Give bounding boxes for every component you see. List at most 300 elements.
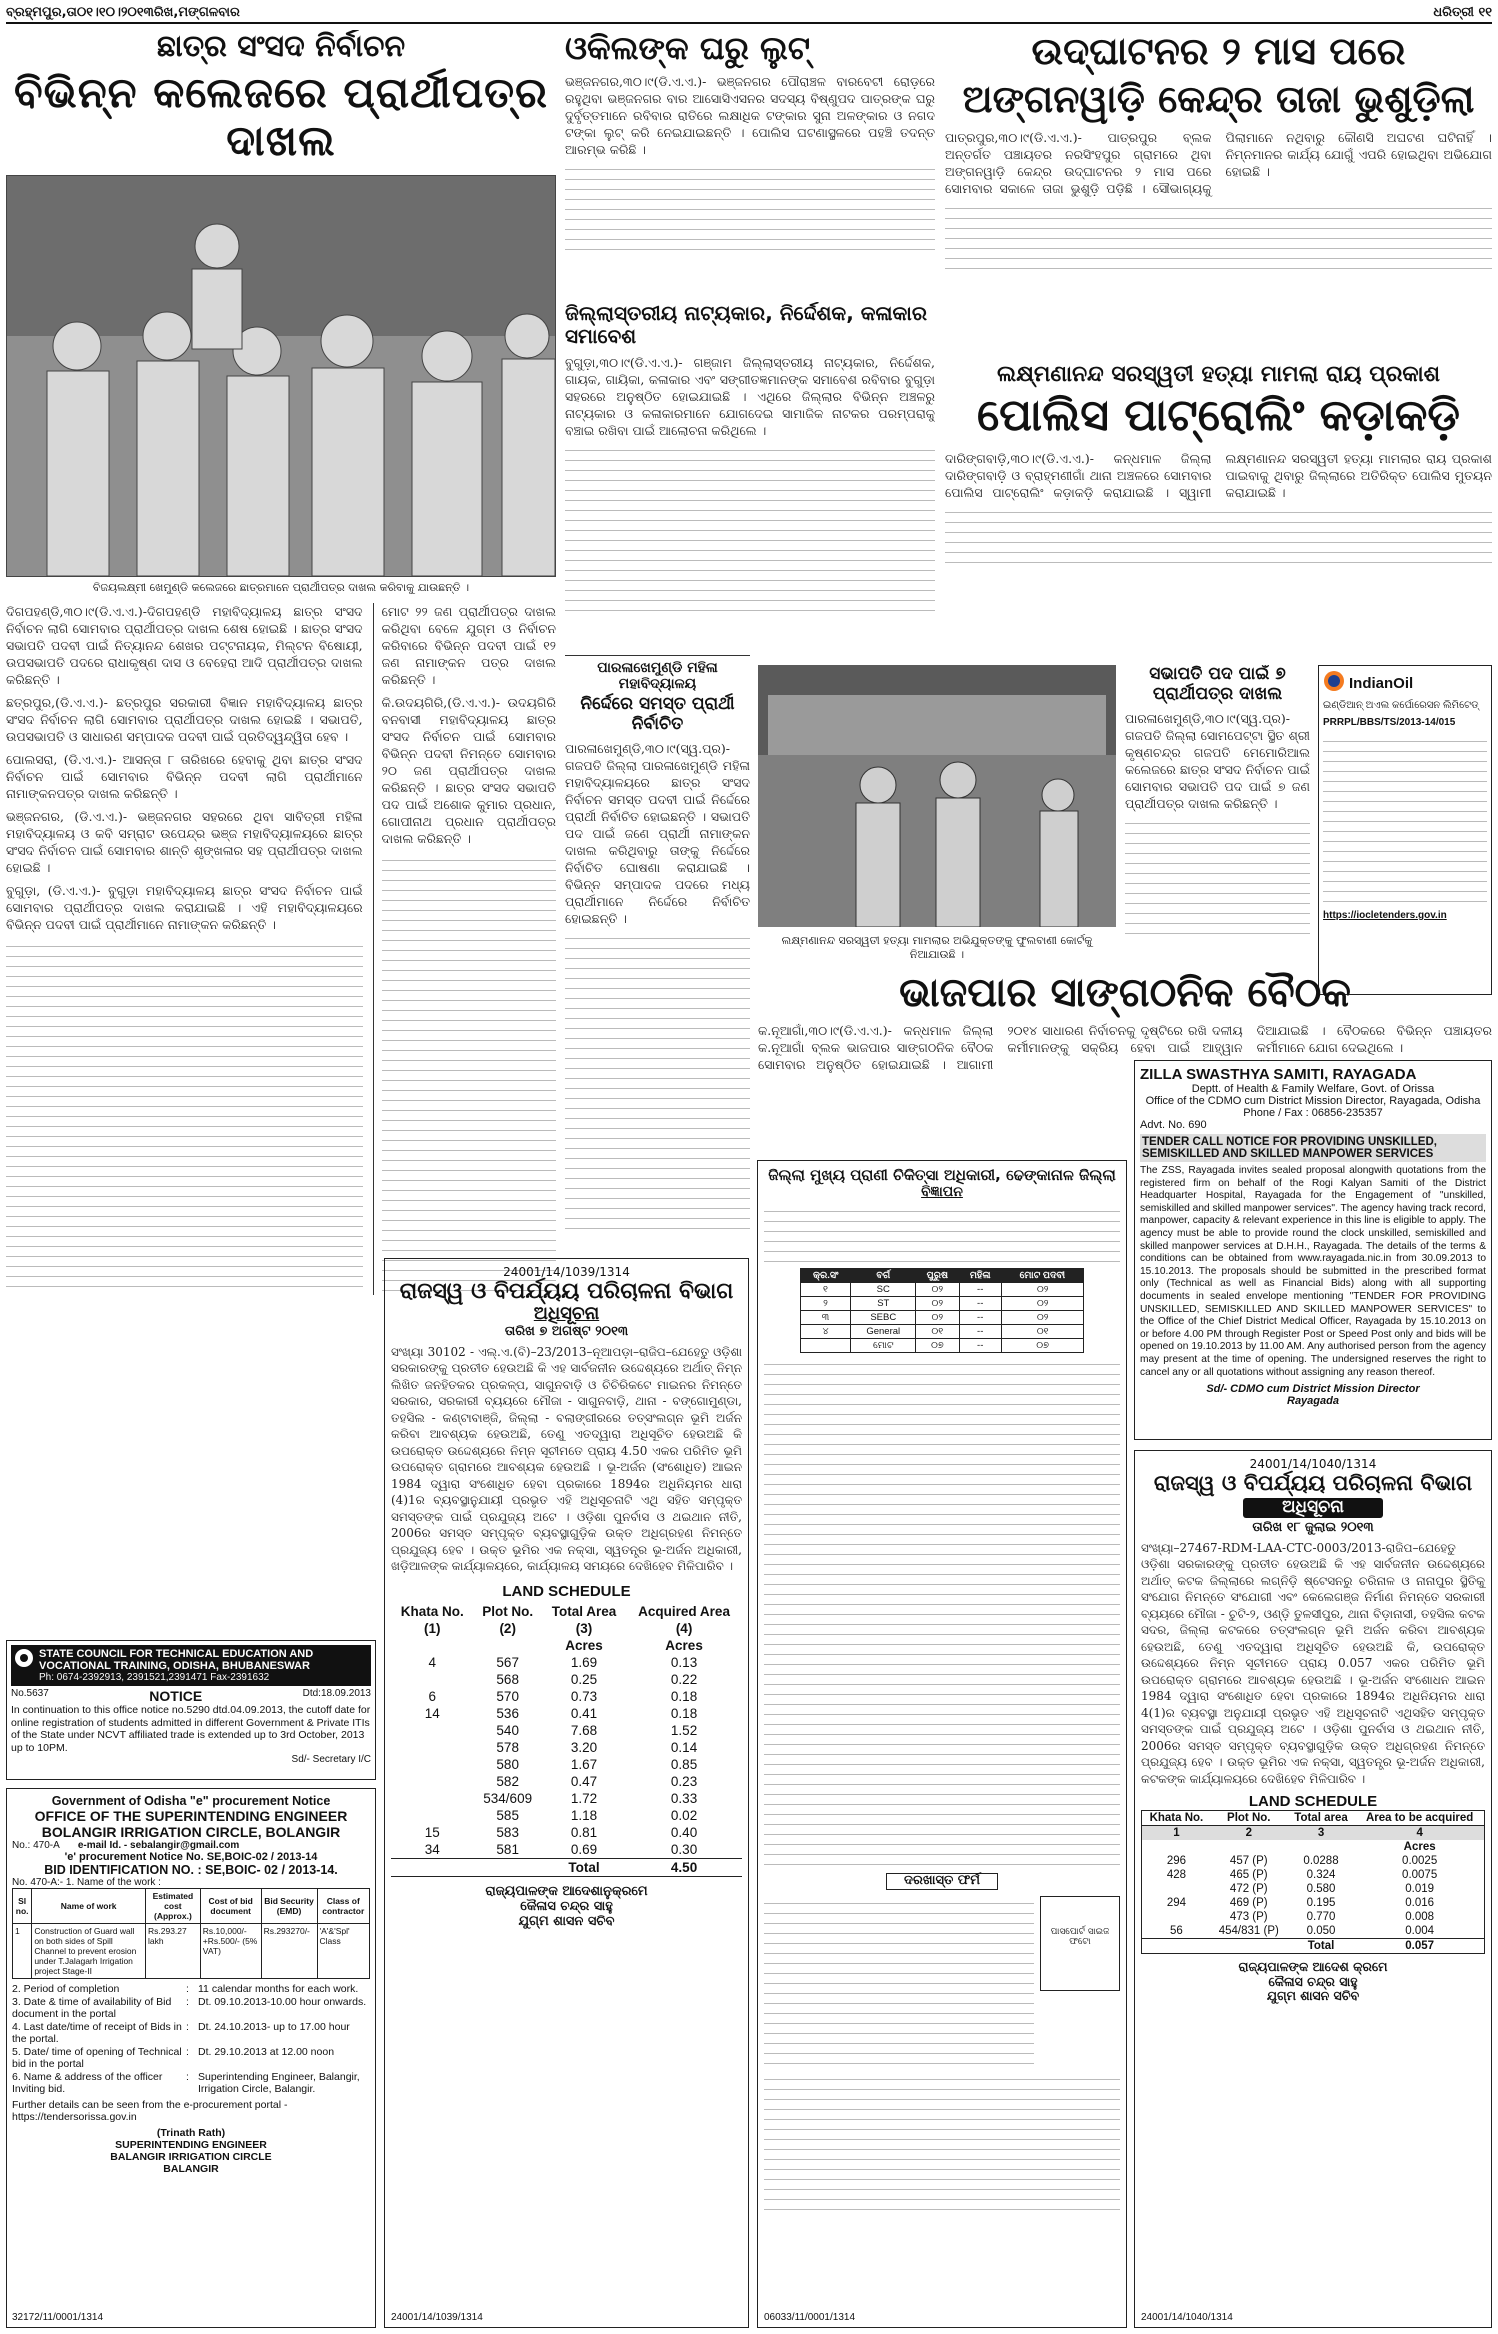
rev1-cell: 7.68 bbox=[570, 1723, 598, 1739]
rev2-total-value: 0.057 bbox=[1405, 1940, 1435, 1953]
bolangir-table-cell: 'A'&'Spl' Class bbox=[317, 1924, 370, 1979]
sctevt-no: No.5637 bbox=[11, 1688, 49, 1699]
rev2-col-header: Plot No. bbox=[1227, 1812, 1271, 1825]
bolangir-table-header: Class of contractor bbox=[317, 1889, 370, 1924]
indianoil-tender-ad bbox=[1318, 665, 1492, 995]
bolangir-item-label: 5. Date/ time of opening of Technical bid in the portal bbox=[12, 2045, 182, 2070]
story1-p1: ଦିଗପହଣ୍ଡି,୩୦।୯(ଡି.ଏ.ଏ.)-ଦିଗପହଣ୍ଡି ମହାବିଦ୍ୟାଳୟ ଛାତ୍ର ସଂସଦ ନିର୍ବାଚନ ଲାଗି ସୋମବାର ପ୍ରାର୍ଥୀପତ୍ର ଦାଖଲ ଶେଷ ହୋଇଛି । ଛାତ୍ର ସଂସଦ ସଭାପତି ପଦବୀ ପାଇଁ ନିତ୍ୟାନନ୍ଦ ଶେଖର ପଟ୍ଟନାୟକ, ମିଲ୍ଟନ ବିଷୋୟୀ, ଉପସଭାପତି ପଦରେ ରାଧାକୃଷ୍ଣ ଦାସ ଓ ବେହେରା ଆଦି ପ୍ରାର୍ଥୀପତ୍ର ଦାଖଲ କରିଛନ୍ତି । bbox=[6, 604, 363, 688]
rev2-cell: 0.580 bbox=[1306, 1883, 1336, 1896]
rev2-col-header: Area to be acquired bbox=[1365, 1812, 1474, 1825]
vet-table-cell: -- bbox=[959, 1297, 1001, 1311]
sctevt-notice-label: NOTICE bbox=[149, 1688, 203, 1704]
rev1-col-header: Khata No. bbox=[400, 1604, 464, 1620]
rev2-table-row bbox=[1142, 1868, 1485, 1882]
rev1-cell bbox=[391, 1722, 473, 1739]
rev1-cell: 580 bbox=[496, 1757, 519, 1773]
rev1-cell: 568 bbox=[496, 1672, 519, 1688]
vet-form-title: ଦରଖାସ୍ତ ଫର୍ମ bbox=[886, 1873, 998, 1890]
indianoil-sub: ଇଣ୍ଡିଆନ୍ ଅଏଲ କର୍ପୋରେସନ ଲିମିଟେଡ୍ bbox=[1323, 700, 1479, 711]
rev1-col-number: (2) bbox=[499, 1621, 516, 1637]
rev1-cell: 1.18 bbox=[570, 1808, 598, 1824]
rev2-cell: 0.050 bbox=[1306, 1925, 1336, 1938]
zss-phone: Phone / Fax : 06856-235357 bbox=[1243, 1107, 1383, 1119]
story1-p5: ବୁଗୁଡ଼ା, (ଡି.ଏ.ଏ.)- ବୁଗୁଡ଼ା ମହାବିଦ୍ୟାଳୟ ଛାତ୍ର ସଂସଦ ନିର୍ବାଚନ ପାଇଁ ସୋମବାର ପ୍ରାର୍ଥୀପତ୍ର ଦାଖଲ କରାଯାଇଛି । ଏହି ମହାବିଦ୍ୟାଳୟରେ ବିଭିନ୍ନ ପଦବୀ ପାଇଁ ପ୍ରାର୍ଥୀମାନେ ନାମାଙ୍କନ କରିଛନ୍ତି । bbox=[6, 883, 363, 933]
story2-headline: ଓକିଲଙ୍କ ଘରୁ ଲୁଟ୍ bbox=[565, 30, 811, 67]
bolangir-item bbox=[12, 1996, 370, 2021]
veterinary-officer-advertisement bbox=[757, 1160, 1127, 2328]
story3-headline: ଜିଲ୍ଲାସ୍ତରୀୟ ନାଟ୍ୟକାର, ନିର୍ଦ୍ଦେଶକ, କଳାକାର ସମାବେଶ bbox=[565, 302, 928, 348]
indianoil-brand: IndianOil bbox=[1349, 675, 1414, 692]
rev1-cell: 0.14 bbox=[670, 1740, 698, 1756]
story5-headline: ପୋଲିସ ପାଟ୍ରୋଲିଂ କଡ଼ାକଡ଼ି bbox=[977, 390, 1460, 442]
bolangir-item bbox=[12, 2021, 370, 2046]
court-photo bbox=[758, 665, 1116, 927]
vet-table-cell bbox=[800, 1339, 851, 1353]
rev2-cell: 465 (P) bbox=[1229, 1869, 1268, 1882]
rev2-col-number: 2 bbox=[1245, 1827, 1252, 1840]
bolangir-work-table bbox=[12, 1888, 370, 1979]
rev2-body: ସଂଖ୍ୟା–27467-RDM-LAA-CTC-0003/2013-ରାଜିପ–ଯେହେତୁ ଓଡ଼ିଶା ସରକାରଙ୍କୁ ପ୍ରତୀତ ହେଉଅଛି କି ଏହ ସାର୍ବଜନୀନ ଉଦ୍ଦେଶ୍ୟରେ ଅର୍ଥାତ୍ କଟକ ଜିଲ୍ଲାରେ ଲଗ୍ନିଡ଼ି ଷ୍ଟେସନରୁ ଚରିନାଳ ଓ ନାନାପୁର ସ୍ଥିତିକୁ ସଂଯୋଗ ନିମନ୍ତେ ସଂଯୋଗୀ ଏବଂ କେଲେଗଞ୍ଜ ନିର୍ମାଣ ନିମନ୍ତେ ସରକାରୀ ବ୍ୟୟରେ ମୌଜା - ଚୁଟି-୨, ଓଣ୍ଡ଼ି ତୁଳସୀପୁର, ଥାନା ବିଡ଼ାନାସୀ, ତହସିଲ କଟକ ସଦର, ଜିଲ୍ଲା କଟକରେ ତତ୍ସଂଲଗ୍ନ ଭୂମି ଅର୍ଜନ କରିବା ଆବଶ୍ୟକ ହେଉଅଛି, ତେଣୁ ଏତଦ୍ୱାରା ଅଧିସୂଚିତ ହେଉଅଛି କି, ଉପରୋକ୍ତ ଉଦ୍ଦେଶ୍ୟରେ ନିମ୍ନ ସୂଚୀମତେ ପ୍ରାୟ 0.057 ଏକର ପରିମିତ ଭୂମି ଉପରୋକ୍ତ ଗ୍ରାମରେ ଆବଶ୍ୟକ ହେଉଅଛି । ଭୂ-ଅର୍ଜନ ସଂଶୋଧନ ଆଇନ 1984 ଦ୍ୱାରା ସଂଶୋଧିତ ହେବା ପ୍ରକାରେ 1894ର ଅଧିନିୟମର ଧାରା 4(1)ର ବ୍ୟବସ୍ଥା ଅନୁଯାୟୀ ପ୍ରଭୃତ ଏହି ଅଧିସୂଚନାଟି ଏଥିସହିତ ସମ୍ପୃକ୍ତ ସମସ୍ତଙ୍କ ପାଇଁ ପ୍ରଯୁଜ୍ୟ ଅଟେ । ଓଡ଼ିଶା ପୁନର୍ବାସ ଓ ଥଇଥାନ ନୀତି, 2006ର ସମସ୍ତ ସମ୍ପୃକ୍ତ ବ୍ୟବସ୍ଥାଗୁଡ଼ିକ ଉକ୍ତ ଅଧିଗ୍ରହଣ ନିମନ୍ତେ ପ୍ରଯୁଜ୍ୟ ହେବ । ଉକ୍ତ ଭୂମିର ଏକ ନକ୍ସା, ସ୍ୱତନ୍ତ୍ର ଭୂ-ଅର୍ଜନ ଅଧିକାରୀ, କଟକଙ୍କ କାର୍ଯ୍ୟାଳୟରେ ଦେଖିହେବ ମିଳିପାରିବ । bbox=[1141, 1540, 1485, 1786]
story5-kicker: ଲକ୍ଷ୍ମଣାନନ୍ଦ ସରସ୍ୱତୀ ହତ୍ୟା ମାମଲା ରାୟ ପ୍ରକାଶ bbox=[996, 362, 1441, 387]
rev1-designation: ଯୁଗ୍ମ ଶାସନ ସଚିବ bbox=[518, 1914, 615, 1930]
bolangir-gov: Government of Odisha "e" procurement Notice bbox=[51, 1794, 331, 1808]
vet-table-row bbox=[800, 1297, 1084, 1311]
bolangir-item-label: 3. Date & time of availability of Bid document in the portal bbox=[12, 1995, 172, 2020]
rev2-cell: 428 bbox=[1166, 1869, 1186, 1882]
zss-title: ZILLA SWASTHYA SAMITI, RAYAGADA bbox=[1140, 1066, 1417, 1083]
story-police-patrolling bbox=[945, 362, 1492, 662]
rev2-table-row bbox=[1142, 1896, 1485, 1910]
story6-headline: ପାରଳାଖେମୁଣ୍ଡି ମହିଳା ମହାବିଦ୍ୟାଳୟ bbox=[597, 660, 718, 693]
bolangir-office-2: BOLANGIR IRRIGATION CIRCLE, BOLANGIR bbox=[41, 1824, 341, 1840]
bolangir-item-sep: : bbox=[186, 2020, 189, 2033]
story1-photo bbox=[6, 175, 556, 577]
rev2-cell: 296 bbox=[1166, 1855, 1186, 1868]
rev1-date: ତାରିଖ ୭ ଅଗଷ୍ଟ ୨୦୧୩ bbox=[504, 1323, 629, 1339]
page-masthead bbox=[6, 4, 1492, 24]
story3-text: ବୁଗୁଡ଼ା,୩୦।୯(ଡି.ଏ.ଏ.)- ଗଞ୍ଜାମ ଜିଲ୍ଲାସ୍ତରୀୟ ନାଟ୍ୟକାର, ନିର୍ଦ୍ଦେଶକ, ଗାୟକ, ଗାୟିକା, କଳାକାର ଏବଂ ସଙ୍ଗୀତଜ୍ଞମାନଙ୍କ ସମାବେଶ ରବିବାର ବୁଗୁଡ଼ା ସହରରେ ଅନୁଷ୍ଠିତ ହୋଇଯାଇଛି । ଏଥିରେ ଜିଲ୍ଲାର ବିଭିନ୍ନ ଅଞ୍ଚଳରୁ ନାଟ୍ୟକାର ଓ କଳାକାରମାନେ ଯୋଗଦେଇ ସାମାଜିକ ନାଟକର ପରମ୍ପରାକୁ ବଞ୍ଚାଇ ରଖିବା ପାଇଁ ଆଲୋଚନା କରିଥିଲେ । bbox=[565, 355, 935, 438]
vet-form-fields bbox=[764, 1896, 1034, 2066]
rev1-cell bbox=[391, 1790, 473, 1807]
vet-posts-table bbox=[800, 1268, 1085, 1353]
rev2-cell: 473 (P) bbox=[1229, 1911, 1268, 1924]
rev1-col-number: (4) bbox=[675, 1621, 693, 1637]
bolangir-further: Further details can be seen from the e-procurement portal - https://tendersorissa.gov.in bbox=[12, 2098, 288, 2123]
rev1-officer: କୈଳାସ ଚନ୍ଦ୍ର ସାହୁ bbox=[520, 1899, 613, 1915]
story1-side-continued bbox=[382, 853, 556, 1295]
rev2-cell: 0.195 bbox=[1306, 1897, 1336, 1910]
vet-table-row bbox=[800, 1325, 1084, 1339]
revenue-notification-1 bbox=[384, 1258, 749, 2328]
vet-table-cell: ୦୭ bbox=[1001, 1339, 1084, 1353]
rev1-cell bbox=[391, 1756, 473, 1773]
rev2-col-number: 4 bbox=[1416, 1827, 1423, 1840]
sctevt-notice bbox=[6, 1640, 376, 1780]
rev1-table-row bbox=[391, 1807, 742, 1824]
bolangir-bid-id: BID IDENTIFICATION NO. : SE,BOIC- 02 / 2013-14. bbox=[44, 1863, 338, 1877]
rev1-table-row bbox=[391, 1688, 742, 1705]
story6-continued bbox=[565, 931, 750, 1231]
vet-table-cell: ୧ bbox=[800, 1283, 851, 1297]
story-student-union-nominations bbox=[6, 30, 556, 1295]
indianoil-body bbox=[1323, 734, 1487, 904]
rev1-table-row bbox=[391, 1756, 742, 1773]
story4-headline-2: ଅଙ୍ଗନୱାଡ଼ି କେନ୍ଦ୍ର ତାଜା ଭୁଶୁଡ଼ିଲା bbox=[962, 76, 1475, 121]
rev2-col-number: 1 bbox=[1173, 1827, 1180, 1840]
rev1-cell: 14 bbox=[424, 1706, 440, 1722]
rev1-cell: 0.81 bbox=[570, 1825, 598, 1841]
story1-p3: ପୋଲସରା, (ଡି.ଏ.ଏ.)- ଆସନ୍ତା ୮ ତାରିଖରେ ହେବାକୁ ଥିବା ଛାତ୍ର ସଂସଦ ନିର୍ବାଚନ ପାଇଁ ସୋମବାର ବିଭିନ୍ନ ପଦବୀ ଲାଗି ପ୍ରାର୍ଥୀମାନେ ନାମାଙ୍କନପତ୍ର ଦାଖଲ କରିଛନ୍ତି । bbox=[6, 752, 363, 802]
story1-headline: ବିଭିନ୍ନ କଲେଜରେ ପ୍ରାର୍ଥୀପତ୍ର ଦାଖଲ bbox=[14, 67, 548, 165]
rev1-body: ସଂଖ୍ୟା 30102 - ଏଲ୍.ଏ.(ବି)–23/2013–ନୂଆପଡ଼ା–ରାଜିପ–ଯେହେତୁ ଓଡ଼ିଶା ସରକାରଙ୍କୁ ପ୍ରତୀତ ହେଉଅଛି କି ଏହ ସାର୍ବଜନୀନ ଉଦ୍ଦେଶ୍ୟରେ ଅର୍ଥାତ୍ ନିମ୍ନ ଲିଖିତ ଜନହିତକର ପ୍ରକଳ୍ପ, ସାଗୁନବାଡ଼ି ଓ ଚିଚିରିକଟେ ମାଇନର ନିମନ୍ତେ ସରକାର, ସରକାରୀ ବ୍ୟୟରେ ମୌଜା - ସାଗୁନବାଡ଼ି, ଥାନା - ବଙ୍ଗୋମୁଣ୍ଡା, ତହସିଲ - କଣ୍ଟାବାଞ୍ଜି, ଜିଲ୍ଲା - ବଲାଙ୍ଗୀରରେ ତତ୍ସଂଲଗ୍ନ ଭୂମି ଅର୍ଜନ କରିବା ଆବଶ୍ୟକ ହେଉଅଛି, ତେଣୁ ଏତଦ୍ୱାରା ଅଧିସୂଚିତ ହେଉଅଛି କି ଉପରୋକ୍ତ ଉଦ୍ଦେଶ୍ୟରେ ନିମ୍ନ ସୂଚୀମତେ ପ୍ରାୟ 4.50 ଏକର ପରିମିତ ଭୂମି ଉପରୋକ୍ତ ଗ୍ରାମରେ ଆବଶ୍ୟକ ହେଉଅଛି । ଭୂ-ଅର୍ଜନ (ସଂଶୋଧିତ) ଆଇନ 1984 ଦ୍ୱାରା ସଂଶୋଧିତ ହେବା ପ୍ରକାରେ 1894ର ଅଧିନିୟମର ଧାରା (4)1ର ବ୍ୟବସ୍ଥାନୁଯାୟୀ ପ୍ରଭୃତ ଏହି ଅଧିସୂଚନାଟି ଏଥି ସହିତ ସମ୍ପୃକ୍ତ ସମସ୍ତଙ୍କ ପାଇଁ ପ୍ରଯୁଜ୍ୟ ଅଟେ । ଓଡ଼ିଶା ପୁନର୍ବାସ ଓ ଥଇଥାନ ନୀତି, 2006ର ସମସ୍ତ ସମ୍ପୃକ୍ତ ବ୍ୟବସ୍ଥାଗୁଡ଼ିକ ଉକ୍ତ ଅଧିଗ୍ରହଣ ନିମନ୍ତେ ପ୍ରଯୁଜ୍ୟ ହେବ । ଉକ୍ତ ଭୂମିର ଏକ ନକ୍ସା, ସ୍ୱତନ୍ତ୍ର ଭୂ-ଅର୍ଜନ ଅଧିକାରୀ, ଖଡ଼ିଆଳଙ୍କ କାର୍ଯ୍ୟାଳୟରେ, କାର୍ଯ୍ୟାଳୟ ସମୟରେ ଦେଖିହେବ ମିଳିପାରିବ । bbox=[391, 1344, 742, 1574]
rev1-cell bbox=[391, 1807, 473, 1824]
rev2-cell: 469 (P) bbox=[1229, 1897, 1268, 1910]
rev2-cell: 0.008 bbox=[1405, 1911, 1435, 1924]
bolangir-item bbox=[12, 2046, 370, 2071]
vet-table-cell: ୨ bbox=[800, 1297, 851, 1311]
rev2-unit: Acres bbox=[1403, 1841, 1436, 1854]
rev1-cell: 0.73 bbox=[570, 1689, 598, 1705]
rev1-col-header: Total Area bbox=[551, 1604, 617, 1620]
rev1-cell: 0.22 bbox=[670, 1672, 698, 1688]
vet-table-cell: ୦୧ bbox=[1001, 1325, 1084, 1339]
story3-continued bbox=[565, 443, 935, 613]
rev2-cell: 0.0288 bbox=[1303, 1855, 1339, 1868]
rev1-cell: 578 bbox=[496, 1740, 519, 1756]
bolangir-item-value: Dt. 29.10.2013 at 12.00 noon bbox=[198, 2045, 335, 2058]
story-womens-college bbox=[565, 655, 750, 1295]
vet-subtitle: ବିଜ୍ଞାପନ bbox=[921, 1184, 963, 1201]
rev2-cell: 457 (P) bbox=[1229, 1855, 1268, 1868]
rev1-cell: 0.30 bbox=[670, 1842, 698, 1858]
rev2-subtitle: ଅଧିସୂଚନା bbox=[1243, 1498, 1383, 1518]
story5-continued bbox=[945, 505, 1492, 565]
story6-text: ପାରଳାଖେମୁଣ୍ଡି,୩୦।୯(ସ୍ୱ.ପ୍ର)- ଗଜପତି ଜିଲ୍ଲା ପାରଳାଖେମୁଣ୍ଡି ମହିଳା ମହାବିଦ୍ୟାଳୟରେ ଛାତ୍ର ସଂସଦ ନିର୍ବାଚନ ସମସ୍ତ ପଦବୀ ପାଇଁ ନିର୍ଦ୍ଦେରେ ପ୍ରାର୍ଥୀ ନିର୍ବାଚିତ ହୋଇଛନ୍ତି । ସଭାପତି ପଦ ପାଇଁ ଜଣେ ପ୍ରାର୍ଥୀ ନାମାଙ୍କନ ଦାଖଲ କରିଥିବାରୁ ତାଙ୍କୁ ନିର୍ଦ୍ଦେରେ ନିର୍ବାଚିତ ଘୋଷଣା କରାଯାଇଛି । ବିଭିନ୍ନ ସମ୍ପାଦକ ପଦରେ ମଧ୍ୟ ପ୍ରାର୍ଥୀମାନେ ନିର୍ଦ୍ଦେରେ ନିର୍ବାଚିତ ହୋଇଛନ୍ତି । bbox=[565, 741, 750, 927]
bolangir-eprocurement-notice bbox=[6, 1788, 376, 2328]
rev2-table-row bbox=[1142, 1854, 1485, 1868]
rev1-col-header: Acquired Area bbox=[638, 1604, 730, 1620]
rev1-order: ରାଜ୍ୟପାଳଙ୍କ ଆଦେଶାନୁକ୍ରମେ bbox=[485, 1884, 648, 1900]
rev1-total-value: 4.50 bbox=[670, 1860, 698, 1876]
vet-table-header: କ୍ର.ସଂ bbox=[812, 1270, 839, 1282]
indianoil-logo-icon bbox=[1323, 670, 1345, 697]
vet-table-row bbox=[800, 1283, 1084, 1297]
vet-table-cell: General bbox=[851, 1325, 916, 1339]
rev1-cell: 0.23 bbox=[670, 1774, 698, 1790]
rev2-cell: 0.0075 bbox=[1402, 1869, 1438, 1882]
rev1-cell: 583 bbox=[496, 1825, 519, 1841]
rev1-col-number: (3) bbox=[575, 1621, 593, 1637]
story-drama-artists bbox=[565, 302, 935, 657]
rev1-cell: 0.18 bbox=[670, 1706, 698, 1722]
rev2-cell: 56 bbox=[1170, 1925, 1183, 1938]
vet-table-cell: -- bbox=[959, 1339, 1001, 1353]
story1-column-main bbox=[6, 603, 363, 1295]
rev1-table-row bbox=[391, 1654, 742, 1671]
story2-text: ଭଞ୍ଜନଗର,୩୦।୯(ଡି.ଏ.ଏ.)- ଭଞ୍ଜନଗର ପୌରାଞ୍ଚଳ ବାରବେଟୀ ରୋଡ଼ରେ ରହୁଥିବା ଭଞ୍ଜନଗର ବାର ଆସୋସିଏସନର ସଦସ୍ୟ ବିଷ୍ଣୁପଦ ପାତ୍ରଙ୍କ ଘରୁ ଦୁର୍ବୃତ୍ତମାନେ ରବିବାର ରାତିରେ ଲକ୍ଷାଧିକ ଟଙ୍କାର ସୁନା ଅଳଙ୍କାର ଓ ନଗଦ ଟଙ୍କା ଲୁଟ୍ କରି ନେଇଯାଇଛନ୍ତି । ପୋଲିସ ଘଟଣାସ୍ଥଳରେ ପହଞ୍ଚି ତଦନ୍ତ ଆରମ୍ଭ କରିଛି । bbox=[565, 73, 935, 157]
vet-table-cell: -- bbox=[959, 1283, 1001, 1297]
zss-sign-place: Rayagada bbox=[1287, 1395, 1339, 1408]
story7-continued bbox=[1125, 816, 1310, 936]
rev1-cell: 34 bbox=[424, 1842, 440, 1858]
rev1-table-row bbox=[391, 1773, 742, 1790]
rev1-cell bbox=[391, 1671, 473, 1688]
rev2-col-header: Total area bbox=[1294, 1812, 1348, 1825]
rev1-table-row bbox=[391, 1790, 742, 1807]
story1-continued-text bbox=[6, 939, 363, 1295]
bolangir-email: e-mail Id. - sebalangir@gmail.com bbox=[77, 1840, 240, 1851]
zss-body: The ZSS, Rayagada invites sealed proposal alongwith quotations from the registered firm on behalf of the Rogi Kalyan Samiti of the District Headquarter Hospital, Rayagada for the Engagement of "unskilled, semiskilled and skilled manpower services". The agency having track record, manpower, capacity & relevant experience in this line is eligible to apply. The agency must be able to provide round the clock unskilled, semiskilled and skilled manpower services at D.H.H., Rayagada. The details of the terms & conditions can be obtained from www.rayagada.nic.in from 30.09.2013 to 15.10.2013. The proposals should be submitted in the prescribed format only (Technical as well as Financial Bids) along with all supporting documents in sealed envelope mentioning "TENDER FOR PROVIDING UNSKILLED, SEMISKILLED AND SKILLED MANPOWER SERVICES" to the Office of the Chief District Medical Officer, Rayagada by 15.10.2013 on or before 4.00 PM through Register Post or Speed Post only and bids will be opened on 19.10.2013 by 11.00 AM. Any authorised person from the agency may present at the time of opening. The undersigned reserves the right to cancel any or all quotations without assigning any reason thereof. bbox=[1140, 1165, 1486, 1378]
rev2-cell: 0.016 bbox=[1405, 1897, 1435, 1910]
bolangir-item-value: Superintending Engineer, Balangir, Irrigation Circle, Balangir. bbox=[198, 2070, 360, 2095]
vet-table-cell: ST bbox=[851, 1297, 916, 1311]
rev1-cell: 4 bbox=[428, 1655, 436, 1671]
bolangir-table-cell: Rs.293.27 lakh bbox=[146, 1924, 201, 1979]
rev1-cell: 0.41 bbox=[570, 1706, 598, 1722]
bolangir-no: No.: 470-A bbox=[12, 1840, 60, 1851]
vet-photo-box: ପାସପୋର୍ଟ ସାଇଜ ଫଟୋ bbox=[1040, 1896, 1120, 1991]
zss-rayagada-tender bbox=[1134, 1060, 1492, 1440]
story1-p7: କି.ଉଦୟଗିରି,(ଡି.ଏ.ଏ.)- ଉଦୟଗିରି ବନବାସୀ ମହାବିଦ୍ୟାଳୟ ଛାତ୍ର ସଂସଦ ନିର୍ବାଚନ ପାଇଁ ସୋମବାର ବିଭିନ୍ନ ପଦବୀ ନିମନ୍ତେ ସୋମବାର ୨୦ ଜଣ ପ୍ରାର୍ଥୀପତ୍ର ଦାଖଲ କରିଛନ୍ତି । ଛାତ୍ର ସଂସଦ ସଭାପତି ପଦ ପାଇଁ ଅଶୋକ କୁମାର ପ୍ରଧାନ, ଗୋପୀନାଥ ପ୍ରଧାନ ପ୍ରାର୍ଥୀପତ୍ର ଦାଖଲ କରିଛନ୍ତି । bbox=[381, 695, 556, 847]
rev1-cell: 1.52 bbox=[670, 1723, 698, 1739]
rev2-code: 24001/14/1040/1314 bbox=[1249, 1457, 1377, 1471]
story1-p6: ମୋଟ ୨୨ ଜଣ ପ୍ରାର୍ଥୀପତ୍ର ଦାଖଲ କରିଥିବା ବେଳେ ଯୁଗ୍ମ ଓ ନିର୍ବାଚନ କରିବାରେ ବିଭିନ୍ନ ପଦବୀ ପାଇଁ ୧୨ ଜଣ ନାମାଙ୍କନ ପତ୍ର ଦାଖଲ କରିଛନ୍ତି । bbox=[381, 604, 556, 688]
rev2-cell: 0.004 bbox=[1405, 1925, 1435, 1938]
rev1-code: 24001/14/1039/1314 bbox=[503, 1265, 630, 1279]
sctevt-sign: Sd/- Secretary I/C bbox=[291, 1754, 371, 1765]
vet-table-cell: ୦୨ bbox=[916, 1311, 959, 1325]
rev1-cell: 540 bbox=[496, 1723, 519, 1739]
rev1-cell: 1.67 bbox=[570, 1757, 598, 1773]
bolangir-no2: No. 470-A:- 1. Name of the work : bbox=[12, 1877, 161, 1888]
bolangir-code: 32172/11/0001/1314 bbox=[12, 2312, 104, 2323]
vet-table-cell: ୦୨ bbox=[916, 1297, 959, 1311]
story4-headline-1: ଉଦ୍‌ଘାଟନର ୨ ମାସ ପରେ bbox=[1031, 30, 1406, 73]
story1-p2: ଛତ୍ରପୁର,(ଡି.ଏ.ଏ.)- ଛତ୍ରପୁର ସରକାରୀ ବିଜ୍ଞାନ ମହାବିଦ୍ୟାଳୟ ଛାତ୍ର ସଂସଦ ନିର୍ବାଚନ ଲାଗି ସୋମବାର ପ୍ରାର୍ଥୀପତ୍ର ଦାଖଲ ହୋଇଛି । ସଭାପତି, ଉପସଭାପତି ଓ ସାଧାରଣ ସମ୍ପାଦକ ପଦବୀ ପାଇଁ ପ୍ରତିଦ୍ୱନ୍ଦ୍ୱିତା ହେବ । bbox=[6, 695, 363, 745]
vet-table-cell: ୦୨ bbox=[1001, 1311, 1084, 1325]
rev2-officer: କୈଳାସ ଚନ୍ଦ୍ର ସାହୁ bbox=[1268, 1973, 1358, 1989]
bolangir-proc-no: 'e' procurement Notice No. SE,BOIC-02 / 2013-14 bbox=[64, 1851, 318, 1863]
vet-table-cell: -- bbox=[959, 1325, 1001, 1339]
vet-code: 06033/11/0001/1314 bbox=[764, 2312, 856, 2323]
rev2-cell: 472 (P) bbox=[1229, 1883, 1268, 1896]
vet-table-cell: ୦୨ bbox=[916, 1283, 959, 1297]
rev2-col-header: Khata No. bbox=[1149, 1812, 1204, 1825]
rev1-cell bbox=[391, 1773, 473, 1790]
rev1-cell: 1.69 bbox=[570, 1655, 598, 1671]
bolangir-item bbox=[12, 1983, 370, 1996]
rev1-cell: 567 bbox=[496, 1655, 519, 1671]
rev1-cell: 0.69 bbox=[570, 1842, 598, 1858]
zss-notice-title: TENDER CALL NOTICE FOR PROVIDING UNSKILLED, SEMISKILLED AND SKILLED MANPOWER SERVICES bbox=[1140, 1134, 1486, 1162]
rev1-cell: 581 bbox=[496, 1842, 519, 1858]
vet-terms-text bbox=[764, 1357, 1120, 1867]
indianoil-link[interactable]: https://iocletenders.gov.in bbox=[1323, 910, 1447, 921]
vet-table-cell: ମୋଟ bbox=[851, 1339, 916, 1353]
zss-advt: Advt. No. 690 bbox=[1140, 1119, 1207, 1131]
rev2-code-bottom: 24001/14/1040/1314 bbox=[1141, 2312, 1233, 2323]
rev1-code-bottom: 24001/14/1039/1314 bbox=[391, 2312, 483, 2323]
rev1-cell: 582 bbox=[496, 1774, 519, 1790]
story2-continued bbox=[565, 162, 935, 252]
story5-text: ଦାରିଙ୍ଗବାଡ଼ି,୩୦।୯(ଡି.ଏ.ଏ.)- କନ୍ଧମାଳ ଜିଲ୍ଲା ଦାରିଙ୍ଗବାଡ଼ି ଓ ବ୍ରାହ୍ମଣୀଗାଁ ଥାନା ଅଞ୍ଚଳରେ ସୋମବାର ପୋଲିସ ପାଟ୍ରୋଲିଂ କଡ଼ାକଡ଼ି କରାଯାଇଛି । ସ୍ୱାମୀ ଲକ୍ଷ୍ମଣାନନ୍ଦ ସରସ୍ୱତୀ ହତ୍ୟା ମାମଲାର ରାୟ ପ୍ରକାଶ ପାଇବାକୁ ଥିବାରୁ ଜିଲ୍ଲାରେ ଅତିରିକ୍ତ ପୋଲିସ ମୁତୟନ କରାଯାଇଛି । bbox=[945, 450, 1492, 500]
rev2-date: ତାରିଖ ୧୮ ଜୁଲାଇ ୨୦୧୩ bbox=[1252, 1519, 1374, 1535]
rev1-cell: 0.85 bbox=[670, 1757, 698, 1773]
vet-table-header: ପୁରୁଷ bbox=[926, 1270, 948, 1282]
bolangir-item-sep: : bbox=[186, 2070, 189, 2083]
court-photo-block bbox=[758, 665, 1116, 965]
story1-column-side bbox=[373, 603, 556, 1295]
story7-text: ପାରଳାଖେମୁଣ୍ଡି,୩୦।୯(ସ୍ୱ.ପ୍ର)- ଗଜପତି ଜିଲ୍ଲା ସୋମପେଟ୍ଟା ସ୍ଥିତ ଶ୍ରୀ କୃଷ୍ଣଚନ୍ଦ୍ର ଗଜପତି ମେମୋରିଆଲ କଲେଜରେ ଛାତ୍ର ସଂସଦ ନିର୍ବାଚନ ପାଇଁ ସୋମବାର ସଭାପତି ପଦ ପାଇଁ ୭ ଜଣ ପ୍ରାର୍ଥୀପତ୍ର ଦାଖଲ କରିଛନ୍ତି । bbox=[1125, 711, 1310, 812]
bolangir-table-header: Sl no. bbox=[13, 1889, 32, 1924]
rev2-cell: 454/831 (P) bbox=[1218, 1925, 1279, 1938]
story6-subhead: ନିର୍ଦ୍ଦେରେ ସମସ୍ତ ପ୍ରାର୍ଥୀ ନିର୍ବାଚିତ bbox=[580, 694, 735, 734]
rev1-cell: 6 bbox=[428, 1689, 436, 1705]
rev1-cell: 0.13 bbox=[670, 1655, 698, 1671]
rev2-total-label: Total bbox=[1307, 1940, 1335, 1953]
story8-headline: ଭାଜପାର ସାଙ୍ଗଠନିକ ବୈଠକ bbox=[899, 970, 1351, 1016]
rev1-cell: 1.72 bbox=[570, 1791, 598, 1807]
vet-table-cell: SC bbox=[851, 1283, 916, 1297]
bolangir-sign-title3: BALANGIR bbox=[163, 2162, 219, 2175]
rev2-cell: 0.0025 bbox=[1402, 1855, 1438, 1868]
rev1-cell: 0.33 bbox=[670, 1791, 698, 1807]
bolangir-item-sep: : bbox=[186, 1995, 189, 2008]
rev1-land-table bbox=[391, 1603, 742, 1877]
bolangir-table-header: Name of work bbox=[32, 1889, 146, 1924]
zss-dept: Deptt. of Health & Family Welfare, Govt. of Orissa bbox=[1191, 1083, 1435, 1095]
masthead-date: ବ୍ରହ୍ମପୁର,ତା୦୧।୧୦।୨୦୧୩ରିଖ,ମଙ୍ଗଳବାର bbox=[6, 5, 240, 20]
rev1-cell: 0.47 bbox=[570, 1774, 598, 1790]
vet-form-rest bbox=[764, 2072, 1120, 2212]
rev1-cell: 534/609 bbox=[483, 1791, 533, 1807]
bolangir-table-cell: Rs.293270/- bbox=[261, 1924, 317, 1979]
rev2-cell: 0.324 bbox=[1306, 1869, 1336, 1882]
rev2-cell: 0.770 bbox=[1306, 1911, 1336, 1924]
rev1-title: ରାଜସ୍ୱ ଓ ବିପର୍ଯ୍ୟୟ ପରିଚାଳନା ବିଭାଗ bbox=[399, 1279, 734, 1304]
vet-table-cell: ୩ bbox=[800, 1311, 851, 1325]
rev1-schedule-title: LAND SCHEDULE bbox=[502, 1582, 631, 1600]
story-lawyer-loot bbox=[565, 30, 935, 300]
bolangir-table-cell: 1 bbox=[13, 1924, 32, 1979]
bolangir-item-value: Dt. 09.10.2013-10.00 hour onwards. bbox=[198, 1995, 367, 2008]
rev2-table-row bbox=[1142, 1924, 1485, 1939]
rev1-col-number: (1) bbox=[423, 1621, 441, 1637]
rev2-cell: 294 bbox=[1166, 1897, 1186, 1910]
rev1-table-row bbox=[391, 1671, 742, 1688]
vet-table-header: ମହିଳା bbox=[969, 1270, 991, 1282]
rev1-cell: 3.20 bbox=[570, 1740, 598, 1756]
vet-table-cell: ୦୭ bbox=[916, 1339, 959, 1353]
rev1-col-header: Plot No. bbox=[482, 1604, 534, 1620]
rev1-table-row bbox=[391, 1824, 742, 1841]
rev1-cell: 15 bbox=[424, 1825, 440, 1841]
rev1-table-row bbox=[391, 1722, 742, 1739]
bolangir-table-cell: Construction of Guard wall on both sides of Spill Channel to prevent erosion under T.Jalagarh Irrigation project Stage-II bbox=[32, 1924, 146, 1979]
vet-table-cell: ୦୧ bbox=[916, 1325, 959, 1339]
rev2-schedule-title: LAND SCHEDULE bbox=[1248, 1793, 1378, 1811]
group-photo-students bbox=[7, 176, 555, 576]
vet-table-cell: SEBC bbox=[851, 1311, 916, 1325]
sctevt-phone: Ph: 0674-2392913, 2391521,2391471 Fax-2391632 bbox=[39, 1672, 270, 1683]
bolangir-item-value: Dt. 24.10.2013- up to 17.00 hour bbox=[198, 2020, 350, 2033]
rev2-designation: ଯୁଗ୍ମ ଶାସନ ସଚିବ bbox=[1266, 1988, 1360, 2004]
story8-text: କ.ନୂଆଗାଁ,୩୦।୯(ଡି.ଏ.ଏ.)- କନ୍ଧମାଳ ଜିଲ୍ଲା କ.ନୂଆଗାଁ ବ୍ଲକ ଭାଜପାର ସାଙ୍ଗଠନିକ ବୈଠକ ସୋମବାର ଅନୁଷ୍ଠିତ ହୋଇଯାଇଛି । ଆଗାମୀ ୨୦୧୪ ସାଧାରଣ ନିର୍ବାଚନକୁ ଦୃଷ୍ଟିରେ ରଖି ଦଳୀୟ କର୍ମୀମାନଙ୍କୁ ସକ୍ରିୟ ହେବା ପାଇଁ ଆହ୍ୱାନ ଦିଆଯାଇଛି । ବୈଠକରେ ବିଭିନ୍ନ ପଞ୍ଚାୟତର କର୍ମୀମାନେ ଯୋଗ ଦେଇଥିଲେ । bbox=[758, 1023, 1492, 1072]
bolangir-item-label: 4. Last date/time of receipt of Bids in the portal. bbox=[12, 2020, 182, 2045]
story1-kicker: ଛାତ୍ର ସଂସଦ ନିର୍ବାଚନ bbox=[156, 30, 406, 64]
court-photo-caption: ଲକ୍ଷ୍ମଣାନନ୍ଦ ସରସ୍ୱତୀ ହତ୍ୟା ମାମଲାର ଅଭିଯୁକ୍ତଙ୍କୁ ଫୁଲବାଣୀ କୋର୍ଟକୁ ନିଆଯାଉଛି । bbox=[781, 934, 1093, 961]
rev1-cell: 536 bbox=[496, 1706, 519, 1722]
vet-title: ଜିଲ୍ଲା ମୁଖ୍ୟ ପ୍ରାଣୀ ଚିକିତ୍ସା ଅଧିକାରୀ, ଢେଙ୍କାନାଳ ଜିଲ୍ଲା bbox=[768, 1166, 1116, 1184]
rev1-subtitle: ଅଧିସୂଚନା bbox=[533, 1303, 600, 1325]
rev1-cell bbox=[391, 1739, 473, 1756]
rev2-land-table bbox=[1141, 1810, 1485, 1954]
vet-table-header: ବର୍ଗ bbox=[876, 1270, 891, 1282]
bolangir-item-label: 6. Name & address of the officer Inviting bid. bbox=[12, 2070, 163, 2095]
rev2-table-row bbox=[1142, 1882, 1485, 1896]
rev2-col-number: 3 bbox=[1317, 1827, 1325, 1840]
story7-headline: ସଭାପତି ପଦ ପାଇଁ ୭ ପ୍ରାର୍ଥୀପତ୍ର ଦାଖଲ bbox=[1149, 665, 1286, 704]
bolangir-item bbox=[12, 2071, 370, 2096]
rev2-cell: 0.019 bbox=[1405, 1883, 1435, 1896]
story4-continued bbox=[945, 201, 1492, 271]
bolangir-table-header: Estimated cost (Approx.) bbox=[146, 1889, 201, 1924]
story-anganwadi-collapse bbox=[945, 30, 1492, 350]
zss-office: Office of the CDMO cum District Mission Director, Rayagada, Odisha bbox=[1145, 1095, 1481, 1107]
vet-intro-text bbox=[764, 1204, 1120, 1264]
rev1-unit-total: Acres bbox=[565, 1638, 603, 1654]
rev2-cell bbox=[1142, 1882, 1211, 1896]
sctevt-dated: Dtd:18.09.2013 bbox=[302, 1688, 371, 1699]
sctevt-emblem-icon bbox=[14, 1648, 34, 1683]
bolangir-sign-name: (Trinath Rath) bbox=[156, 2126, 226, 2139]
rev2-title: ରାଜସ୍ୱ ଓ ବିପର୍ଯ୍ୟୟ ପରିଚାଳନା ବିଭାଗ bbox=[1153, 1471, 1473, 1495]
vet-table-cell: ୦୨ bbox=[1001, 1297, 1084, 1311]
rev1-total-label: Total bbox=[568, 1860, 600, 1876]
bolangir-items bbox=[12, 1983, 370, 2096]
rev2-cell bbox=[1142, 1910, 1211, 1924]
vet-table-row bbox=[800, 1339, 1084, 1353]
indianoil-tender-no: PRRPL/BBS/TS/2013-14/015 bbox=[1323, 717, 1456, 728]
bolangir-table-cell: Rs.10,000/- +Rs.500/- (5% VAT) bbox=[200, 1924, 261, 1979]
vet-table-cell: ୪ bbox=[800, 1325, 851, 1339]
bolangir-item-sep: : bbox=[186, 1983, 189, 1995]
rev1-table-row bbox=[391, 1739, 742, 1756]
masthead-page: ଧରିତ୍ରୀ ୧୧ bbox=[1433, 5, 1492, 20]
rev1-cell: 0.40 bbox=[670, 1825, 698, 1841]
rev1-cell: 585 bbox=[496, 1808, 519, 1824]
bolangir-table-header: Bid Security (EMD) bbox=[261, 1889, 317, 1924]
vet-table-row bbox=[800, 1311, 1084, 1325]
rev1-cell: 0.25 bbox=[570, 1672, 598, 1688]
rev1-cell: 0.18 bbox=[670, 1689, 698, 1705]
rev1-cell: 0.02 bbox=[670, 1808, 698, 1824]
story4-text: ପାତ୍ରପୁର,୩୦।୯(ଡି.ଏ.ଏ.)- ପାତ୍ରପୁର ବ୍ଲକ ଅନ୍ତର୍ଗତ ପଞ୍ଚାୟତର ନରସିଂହପୁର ଗ୍ରାମରେ ଥିବା ଅଙ୍ଗନୱାଡ଼ି କେନ୍ଦ୍ର ଉଦ୍‌ଘାଟନର ୨ ମାସ ପରେ ସୋମବାର ସକାଳେ ତାଜା ଭୁଶୁଡ଼ି ପଡ଼ିଛି । ସୌଭାଗ୍ୟକୁ ପିଲାମାନେ ନଥିବାରୁ କୌଣସି ଅଘଟଣ ଘଟିନାହିଁ । ନିମ୍ନମାନର କାର୍ଯ୍ୟ ଯୋଗୁଁ ଏପରି ହୋଇଥିବା ଅଭିଯୋଗ ହୋଇଛି । bbox=[945, 130, 1492, 197]
rev1-table-row bbox=[391, 1705, 742, 1722]
rev1-unit-acq: Acres bbox=[665, 1638, 703, 1654]
story1-p4: ଭଞ୍ଜନଗର, (ଡି.ଏ.ଏ.)- ଭଞ୍ଜନଗର ସହରରେ ଥିବା ସାବିତ୍ରୀ ମହିଳା ମହାବିଦ୍ୟାଳୟ ଓ କବି ସମ୍ରାଟ ଉପେନ୍ଦ୍ର ଭଞ୍ଜ ମହାବିଦ୍ୟାଳୟରେ ଛାତ୍ର ସଂସଦ ନିର୍ବାଚନ ପାଇଁ ସୋମବାର ଶାନ୍ତି ଶୃଙ୍ଖଳାର ସହ ପ୍ରାର୍ଥୀପତ୍ର ଦାଖଲ ହୋଇଛି । bbox=[6, 809, 363, 876]
bolangir-item-sep: : bbox=[186, 2045, 189, 2058]
rev1-cell: 570 bbox=[496, 1689, 519, 1705]
bolangir-item-label: 2. Period of completion bbox=[12, 1983, 120, 1995]
rev2-table-row bbox=[1142, 1910, 1485, 1924]
bolangir-office-1: OFFICE OF THE SUPERINTENDING ENGINEER bbox=[34, 1808, 348, 1824]
story1-caption: ବିଜୟଲକ୍ଷ୍ମୀ ଖେମୁଣ୍ଡି କଲେଜରେ ଛାତ୍ରମାନେ ପ୍ରାର୍ଥୀପତ୍ର ଦାଖଲ କରିବାକୁ ଯାଉଛନ୍ତି । bbox=[92, 581, 470, 595]
sctevt-title: STATE COUNCIL FOR TECHNICAL EDUCATION AND VOCATIONAL TRAINING, ODISHA, BHUBANESWAR bbox=[39, 1648, 314, 1672]
rev1-table-row bbox=[391, 1841, 742, 1859]
sctevt-body: In continuation to this office notice no.5290 dtd.04.09.2013, the cutoff date for online registration of students admitted in different Government & Private ITIs of the State under NCVT affiliated trade is extended up to 3rd October, 2013 up to 10PM. bbox=[11, 1704, 371, 1754]
rev2-order: ରାଜ୍ୟପାଳଙ୍କ ଆଦେଶ କ୍ରମେ bbox=[1238, 1959, 1388, 1975]
